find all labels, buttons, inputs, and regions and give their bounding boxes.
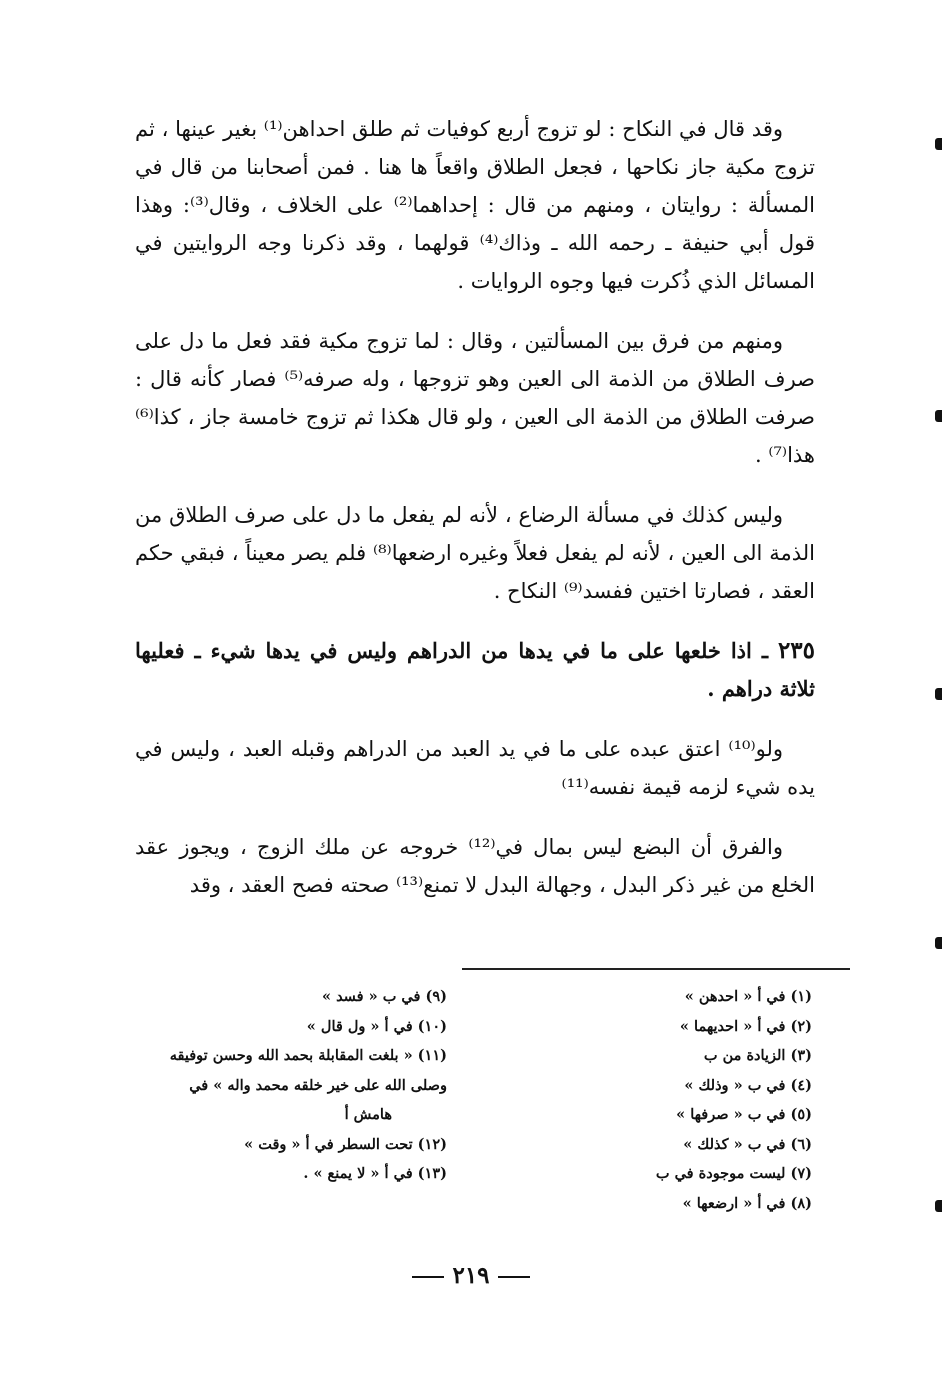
section-text: ـ اذا خلعها على ما في يدها من الدراهم وليس في يدها شيء ـ فعليها ثلاثة دراهم . [135, 638, 815, 701]
main-text [135, 110, 815, 926]
paragraph-4: ولو⁽¹⁰⁾ اعتق عبده على ما في يد العبد من الدراهم وقبله العبد ، وليس في يده شيء لزمه قيمة نفسه⁽¹¹⁾ [135, 737, 815, 799]
footnote-12: (١٢) تحت السطر في أ « وقت » [244, 1135, 447, 1153]
paragraph-3: وليس كذلك في مسألة الرضاع ، لأنه لم يفعل ما دل على صرف الطلاق من الذمة الى العين ، لأنه لم يفعل فعلاً وغيره ارضعها⁽⁸⁾ فلم يصر معيناً ، فبقي حكم العقد ، فصارتا اختين ففسد⁽⁹⁾ النكاح . [135, 503, 815, 603]
footnote-9: (٩) في ب « فسد » [321, 988, 447, 1005]
footnote-separator [462, 968, 850, 970]
paragraph-2: ومنهم من فرق بين المسألتين ، وقال : لما تزوج مكية فقد فعل ما دل على صرف الطلاق من الذمة الى العين وهو تزوجها ، وله صرفه⁽⁵⁾ فصار كأنه قال : صرفت الطلاق من الذمة الى العين ، ولو قال هكذا ثم تزوج خامسة جاز ، كذا⁽⁶⁾ هذا⁽⁷⁾ . [135, 329, 815, 467]
footnote-6: (٦) في ب « كذلك » [683, 1135, 812, 1153]
binding-edge-mark [935, 688, 942, 700]
binding-edge-mark [935, 410, 942, 422]
footnote-4: (٤) في ب « وذلك » [684, 1076, 812, 1094]
footnote-7: (٧) ليست موجودة في ب [655, 1165, 812, 1182]
footnote-2: (٢) في أ « احديهما » [679, 1017, 812, 1035]
page-number [0, 1262, 942, 1289]
footnote-13: (١٣) في أ « لا يمنع » . [303, 1165, 447, 1182]
footnotes-right-column [542, 982, 812, 1218]
section-heading [135, 632, 815, 708]
footnote-11: (١١) « بلغت المقابلة بحمد الله وحسن توفيقه وصلى الله على خير خلقه محمد واله » في [169, 1047, 447, 1094]
footnote-1: (١) في أ « احدهن » [684, 988, 812, 1005]
binding-edge-mark [935, 1200, 942, 1212]
footnote-10: (١٠) في أ « ول قال » [306, 1017, 447, 1035]
paragraph-1: وقد قال في النكاح : لو تزوج أربع كوفيات ثم طلق احداهن⁽¹⁾ بغير عينها ، ثم تزوج مكية جاز نكاحها ، فجعل الطلاق واقعاً ها هنا . فمن أصحابنا من قال في المسألة : روايتان ، ومنهم من قال : إحداهما⁽²⁾ على الخلاف ، وقال⁽³⁾: وهذا قول أبي حنيفة ـ رحمه الله ـ وذاك⁽⁴⁾ قولهما ، وقد ذكرنا وجه الروايتين في المسائل الذي ذُكرت فيها وجوه الروايات . [135, 117, 815, 293]
footnote-11-continuation: هامش أ [344, 1106, 392, 1123]
footnote-5: (٥) في ب « صرفها » [676, 1106, 812, 1123]
paragraph-5: والفرق أن البضع ليس بمال في⁽¹²⁾ خروجه عن ملك الزوج ، ويجوز عقد الخلع من غير ذكر البدل ، وجهالة البدل لا تمنع⁽¹³⁾ صحته فصح العقد ، وقد [135, 835, 815, 897]
footnotes-left-column [147, 982, 447, 1189]
binding-edge-mark [935, 937, 942, 949]
section-number: ٢٣٥ [777, 637, 815, 664]
binding-edge-mark [935, 138, 942, 150]
page-number-value: ٢١٩ [452, 1262, 490, 1289]
footnote-3: (٣) الزيادة من ب [703, 1047, 812, 1064]
footnote-8: (٨) في أ « ارضعها » [682, 1194, 812, 1212]
